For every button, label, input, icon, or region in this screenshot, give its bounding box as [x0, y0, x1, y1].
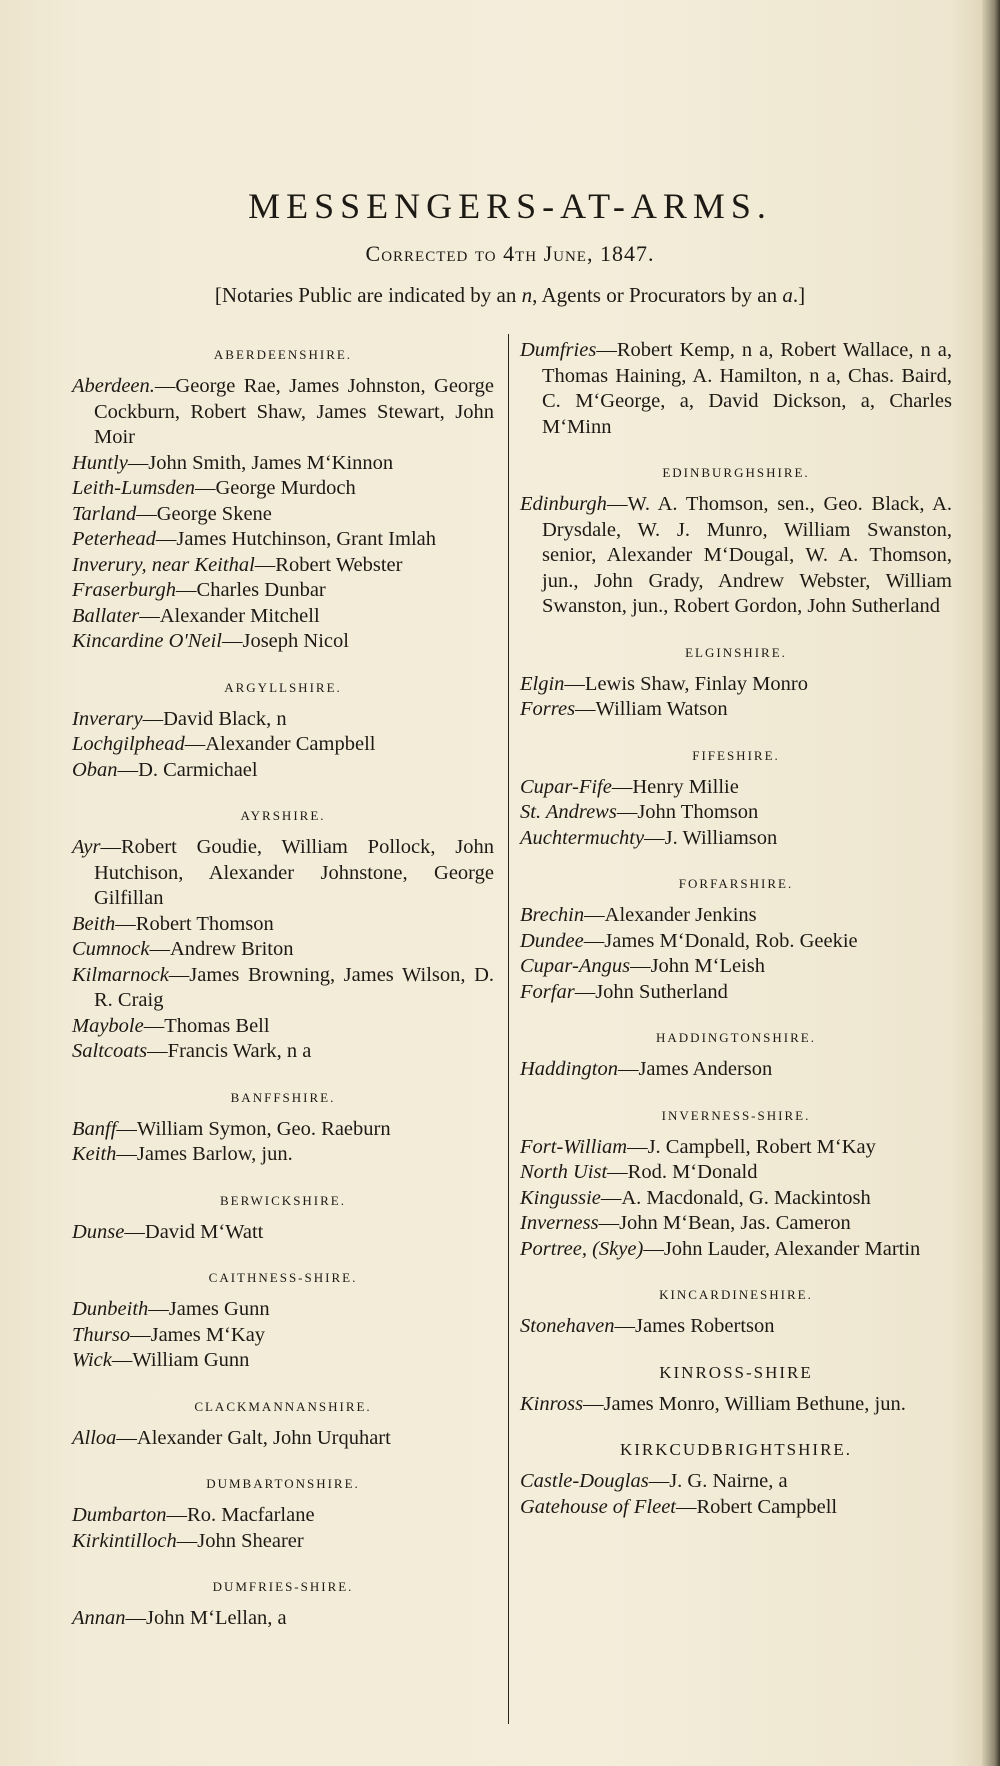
messenger-entry [72, 527, 494, 553]
messenger-names: —James M‘Kay [130, 1323, 266, 1346]
messenger-names: —James Robertson [614, 1315, 775, 1337]
county-heading: KIRKCUDBRIGHTSHIRE. [619, 1440, 853, 1459]
messenger-names: —Lewis Shaw, Finlay Monro [564, 672, 808, 695]
messenger-names: —D. Carmichael [117, 758, 258, 781]
county-heading: BERWICKSHIRE. [219, 1192, 347, 1208]
messenger-names: —Francis Wark, n a [147, 1040, 312, 1062]
messenger-entry [72, 732, 494, 758]
place-name: Haddington [520, 1058, 618, 1080]
messenger-entry [72, 578, 494, 604]
messenger-names: —Ro. Macfarlane [166, 1504, 315, 1526]
place-name: Brechin [520, 904, 585, 926]
place-name: Dumbarton [72, 1504, 167, 1526]
messenger-entry [520, 1160, 952, 1186]
messenger-entry [72, 1426, 494, 1452]
place-name: Peterhead [72, 528, 156, 550]
county-heading: ABERDEENSHIRE. [213, 347, 353, 362]
place-name: Inverness [520, 1212, 599, 1234]
messenger-entry [520, 1495, 952, 1521]
messenger-entry [520, 697, 952, 723]
messenger-names: —William Gunn [111, 1349, 250, 1371]
messenger-entry [72, 629, 494, 655]
messenger-entry [520, 826, 952, 852]
legend-note-part3: .] [792, 283, 806, 307]
messenger-names: —James Anderson [617, 1058, 773, 1080]
messenger-entry [520, 1392, 952, 1418]
legend-note-n: n [521, 283, 533, 307]
messenger-names: —George Rae, James Johnston, George Cockburn, Robert Shaw, James Stewart, John Moir [94, 375, 494, 448]
messenger-names: —Robert Campbell [675, 1495, 838, 1518]
county-heading: BANFFSHIRE. [230, 1089, 336, 1105]
messenger-names: —William Symon, Geo. Raeburn [116, 1117, 391, 1140]
messenger-entry [72, 604, 494, 630]
messenger-entry [72, 1297, 494, 1323]
messenger-entry [72, 476, 494, 502]
place-name: Saltcoats [72, 1040, 148, 1062]
messenger-names: —John Shearer [176, 1529, 304, 1552]
place-name: Fort-William [520, 1135, 628, 1158]
place-name: Fraserburgh [72, 579, 177, 601]
messenger-entry [520, 338, 952, 440]
messenger-entry [520, 929, 952, 955]
messenger-names: —John M‘Lellan, a [125, 1607, 287, 1629]
messenger-names: —James M‘Donald, Rob. Geekie [583, 929, 858, 952]
page-title: MESSENGERS-AT-ARMS. [248, 186, 772, 226]
place-name: Kilmarnock [72, 963, 169, 986]
county-heading: KINCARDINESHIRE. [659, 1287, 813, 1302]
place-name: North Uist [520, 1161, 608, 1183]
place-name: Beith [72, 912, 116, 935]
messenger-names: —Rod. M‘Donald [607, 1161, 758, 1183]
place-name: Auchtermuchty [520, 826, 645, 849]
messenger-names: —James Barlow, jun. [116, 1143, 293, 1165]
messenger-entry [72, 1117, 494, 1143]
messenger-entry [72, 374, 494, 451]
messenger-entry [520, 1237, 952, 1263]
messenger-names: —J. G. Nairne, a [648, 1470, 788, 1492]
place-name: Kincardine O'Neil [72, 630, 222, 652]
messenger-entry [520, 1057, 952, 1083]
place-name: Dundee [520, 929, 584, 952]
place-name: Cupar-Fife [520, 775, 612, 798]
messenger-entry [72, 937, 494, 963]
place-name: Alloa [72, 1426, 117, 1449]
messenger-entry [520, 954, 952, 980]
county-heading: HADDINGTONSHIRE. [656, 1030, 816, 1045]
county-heading: CAITHNESS-SHIRE. [208, 1270, 358, 1285]
place-name: Inverury, near Keithal [72, 553, 255, 576]
messenger-entry [72, 451, 494, 477]
place-name: Huntly [72, 451, 128, 474]
messenger-names: —David M‘Watt [124, 1220, 264, 1243]
messenger-names: —James Monro, William Bethune, jun. [583, 1392, 906, 1415]
place-name: Ayr [72, 836, 101, 858]
messenger-entry [72, 1142, 494, 1168]
place-name: Kirkintilloch [72, 1529, 177, 1552]
messenger-names: —A. Macdonald, G. Mackintosh [600, 1186, 871, 1209]
messenger-entry [72, 1606, 494, 1632]
county-heading: FORFARSHIRE. [678, 876, 794, 891]
messenger-names: —Henry Millie [611, 775, 739, 798]
messenger-names: —Charles Dunbar [176, 579, 326, 601]
messenger-names: —Andrew Briton [149, 938, 294, 960]
county-heading: CLACKMANNANSHIRE. [194, 1398, 372, 1414]
messenger-names: —John Lauder, Alexander Martin [643, 1237, 921, 1260]
messenger-entry [520, 1314, 952, 1340]
county-heading: ELGINSHIRE. [685, 644, 787, 660]
left-column [72, 338, 494, 1632]
column-divider [508, 334, 509, 1724]
place-name: Portree, (Skye) [520, 1237, 644, 1260]
county-heading: FIFESHIRE. [692, 747, 780, 763]
county-heading: EDINBURGHSHIRE. [662, 465, 810, 480]
messenger-entry [72, 502, 494, 528]
messenger-names: —J. Campbell, Robert M‘Kay [627, 1135, 876, 1158]
messenger-entry [520, 980, 952, 1006]
page-header [0, 184, 1000, 310]
place-name: Dunbeith [72, 1298, 149, 1320]
place-name: Inverary [72, 707, 143, 730]
place-name: Gatehouse of Fleet [520, 1495, 676, 1518]
messenger-names: —Robert Kemp, n a, Robert Wallace, n a, Thomas Haining, A. Hamilton, n a, Chas. Baird, C. M‘George, a, David Dickson, a, Charles M‘Minn [542, 339, 952, 438]
messenger-entry [72, 553, 494, 579]
place-name: Wick [72, 1349, 112, 1371]
messenger-names: —James Browning, James Wilson, D. R. Craig [94, 963, 494, 1011]
place-name: St. Andrews [520, 801, 617, 823]
place-name: Dunse [72, 1220, 125, 1243]
county-heading: KINROSS-SHIRE [659, 1362, 813, 1382]
messenger-entry [520, 1211, 952, 1237]
place-name: Banff [72, 1117, 117, 1140]
messenger-names: —Robert Thomson [115, 912, 274, 935]
messenger-entry [72, 758, 494, 784]
messenger-entry [520, 1469, 952, 1495]
messenger-entry [72, 912, 494, 938]
messenger-names: —John Smith, James M‘Kinnon [127, 451, 394, 474]
place-name: Thurso [72, 1323, 131, 1346]
messenger-entry [72, 1220, 494, 1246]
legend-note [20, 280, 1000, 310]
messenger-entry [520, 492, 952, 620]
messenger-entry [72, 1348, 494, 1374]
place-name: Keith [72, 1143, 117, 1165]
messenger-entry [72, 963, 494, 1014]
place-name: Kingussie [520, 1186, 601, 1209]
messenger-names: —Alexander Mitchell [139, 604, 320, 627]
messenger-entry [72, 835, 494, 912]
messenger-names: —James Gunn [148, 1298, 270, 1320]
messenger-names: —George Murdoch [195, 477, 356, 499]
messenger-names: —W. A. Thomson, sen., Geo. Black, A. Drysdale, W. J. Munro, William Swanston, senior, Alexander M‘Dougal, W. A. Thomson, jun., John Grady, Andrew Webster, William Swanston, jun., Robert Gordon, John Sutherland [542, 493, 952, 617]
messenger-entry [72, 1503, 494, 1529]
place-name: Stonehaven [520, 1315, 615, 1337]
county-heading: ARGYLLSHIRE. [224, 679, 342, 695]
place-name: Dumfries [520, 339, 597, 361]
place-name: Cumnock [72, 938, 150, 960]
county-heading: AYRSHIRE. [240, 808, 326, 823]
legend-note-part2: , Agents or Procurators by an [532, 283, 783, 307]
place-name: Leith-Lumsden [72, 477, 195, 499]
page-subtitle: Corrected to 4th June, 1847. [365, 241, 655, 266]
messenger-names: —John Sutherland [574, 980, 728, 1003]
legend-note-part1: [Notaries Public are indicated by an [214, 283, 522, 307]
messenger-names: —Alexander Jenkins [584, 904, 757, 926]
place-name: Forfar [520, 980, 575, 1003]
messenger-names: —Thomas Bell [143, 1014, 270, 1037]
messenger-entry [520, 775, 952, 801]
messenger-entry [72, 1323, 494, 1349]
right-column [520, 338, 952, 1520]
place-name: Castle-Douglas [520, 1470, 649, 1492]
legend-note-a: a [782, 283, 793, 307]
place-name: Ballater [72, 604, 140, 627]
messenger-entry [72, 707, 494, 733]
messenger-names: —John M‘Leish [630, 955, 766, 977]
messenger-names: —David Black, n [142, 707, 287, 730]
county-heading: INVERNESS-SHIRE. [661, 1107, 811, 1123]
place-name: Forres [520, 698, 576, 720]
messenger-names: —J. Williamson [644, 826, 778, 849]
messenger-entry [72, 1014, 494, 1040]
messenger-entry [72, 1529, 494, 1555]
messenger-names: —William Watson [575, 698, 728, 720]
place-name: Maybole [72, 1014, 144, 1037]
place-name: Kinross [520, 1392, 584, 1415]
messenger-entry [520, 1135, 952, 1161]
messenger-names: —Robert Webster [254, 553, 403, 576]
messenger-entry [520, 1186, 952, 1212]
county-heading: DUMBARTONSHIRE. [206, 1476, 360, 1491]
messenger-names: —John Thomson [616, 801, 759, 823]
messenger-entry [520, 800, 952, 826]
messenger-names: —George Skene [136, 502, 272, 525]
messenger-entry [72, 1039, 494, 1065]
place-name: Cupar-Angus [520, 955, 631, 977]
county-heading: DUMFRIES-SHIRE. [212, 1579, 354, 1594]
place-name: Lochgilphead [72, 733, 185, 755]
messenger-entry [520, 903, 952, 929]
messenger-names: —Joseph Nicol [221, 630, 349, 652]
place-name: Edinburgh [520, 493, 607, 515]
place-name: Annan [72, 1607, 126, 1629]
messenger-names: —Robert Goudie, William Pollock, John Hutchison, Alexander Johnstone, George Gilfillan [94, 836, 494, 909]
messenger-names: —Alexander Campbell [184, 733, 376, 755]
place-name: Aberdeen. [72, 375, 155, 397]
messenger-names: —John M‘Bean, Jas. Cameron [598, 1212, 851, 1234]
messenger-entry [520, 672, 952, 698]
messenger-names: —Alexander Galt, John Urquhart [116, 1426, 391, 1449]
place-name: Tarland [72, 502, 137, 525]
place-name: Elgin [520, 672, 565, 695]
messenger-names: —James Hutchinson, Grant Imlah [155, 528, 436, 550]
place-name: Oban [72, 758, 118, 781]
